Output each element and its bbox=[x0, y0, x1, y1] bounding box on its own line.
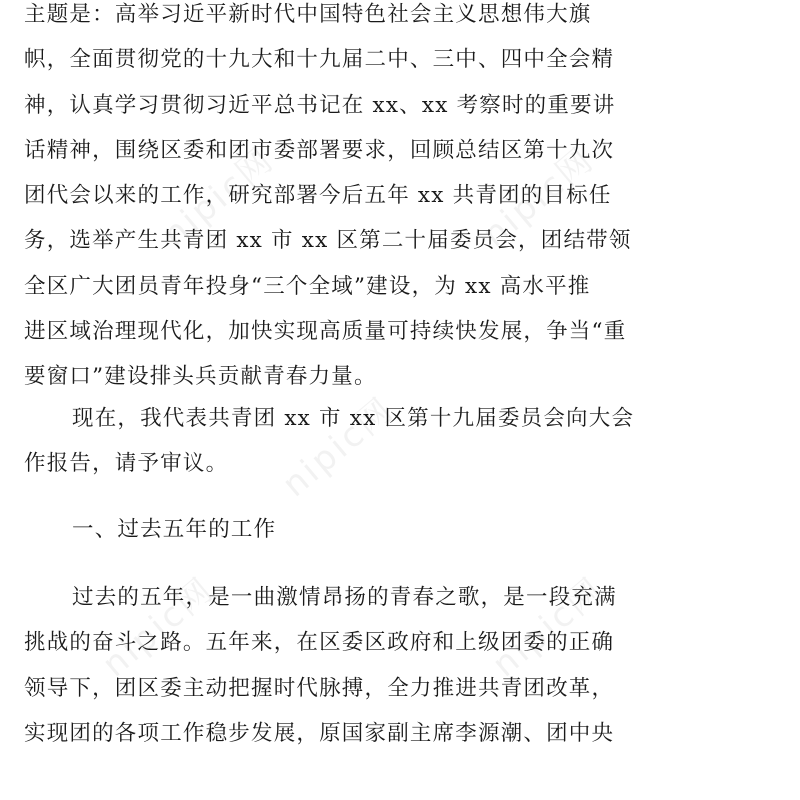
text-line: 帜，全面贯彻党的十九大和十九届二中、三中、四中全会精 bbox=[24, 47, 615, 73]
text-line: 神，认真学习贯彻习近平总书记在 xx、xx 考察时的重要讲 bbox=[24, 92, 616, 118]
text-line: 进区域治理现代化，加快实现高质量可持续快发展，争当“重 bbox=[24, 319, 627, 345]
text-line: 实现团的各项工作稳步发展，原国家副主席李源潮、团中央 bbox=[24, 720, 615, 746]
paragraph-report-intro bbox=[24, 396, 644, 487]
text-line: 主题是：高举习近平新时代中国特色社会主义思想伟大旗 bbox=[24, 2, 592, 27]
text-line: 挑战的奋斗之路。五年来，在区委区政府和上级团委的正确 bbox=[24, 630, 615, 656]
text-line: 作报告，请予审议。 bbox=[24, 451, 229, 477]
section-heading bbox=[24, 507, 644, 552]
text-line: 过去的五年，是一曲激情昂扬的青春之歌，是一段充满 bbox=[72, 585, 617, 610]
text-line: 务，选举产生共青团 xx 市 xx 区第二十届委员会，团结带领 bbox=[24, 228, 632, 254]
paragraph-past-five-years bbox=[24, 575, 644, 756]
heading-line: 一、过去五年的工作 bbox=[72, 517, 277, 542]
text-line: 现在，我代表共青团 xx 市 xx 区第十九届委员会向大会 bbox=[72, 406, 635, 431]
watermark: nipic网 bbox=[94, 569, 223, 686]
paragraph-theme bbox=[24, 0, 644, 400]
watermark: nipic网 bbox=[154, 139, 283, 256]
watermark: nipic网 bbox=[274, 389, 403, 506]
text-line: 全区广大团员青年投身“三个全域”建设，为 xx 高水平推 bbox=[24, 273, 591, 299]
watermark: nipic网 bbox=[484, 569, 613, 686]
watermark: nipic网 bbox=[474, 139, 603, 256]
text-line: 领导下，团区委主动把握时代脉搏，全力推进共青团改革， bbox=[24, 675, 615, 701]
text-line: 团代会以来的工作，研究部署今后五年 xx 共青团的目标任 bbox=[24, 183, 612, 209]
text-line: 要窗口”建设排头兵贡献青春力量。 bbox=[24, 364, 377, 390]
text-line: 话精神，围绕区委和团市委部署要求，回顾总结区第十九次 bbox=[24, 137, 615, 163]
